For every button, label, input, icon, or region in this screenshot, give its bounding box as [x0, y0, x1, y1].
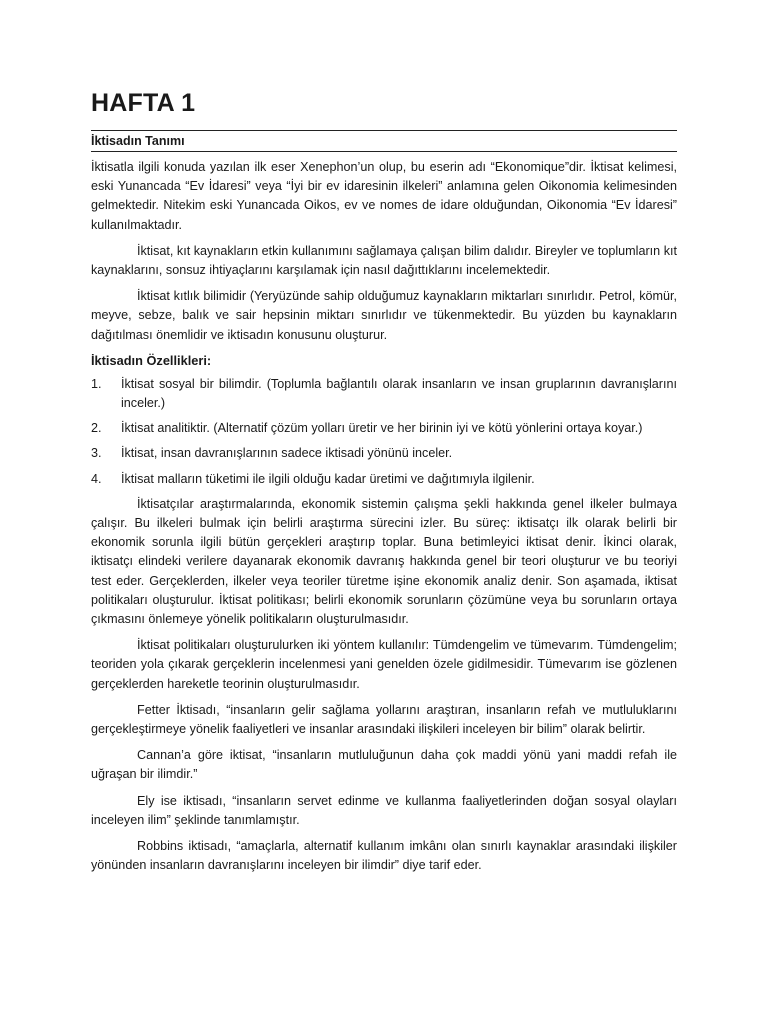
list-item-number: 1.: [91, 376, 102, 391]
body-paragraph-1: İktisatçılar araştırmalarında, ekonomik sistemin çalışma şekli hakkında genel ilkeler bulmaya çalışır. Bu ilkeleri bulmak için belirli araştırma sürecini izler. Bu süreç: iktisatçı ilk olarak belirli bir ekonomik sorunla ilgili bütün gerçekleri araştırıp toplar. Buna betimleyici iktisat denir. İkinci olarak, iktisatçı elindeki verilere dayanarak ekonomik davranış hakkında genel bir teori oluşturur ve bu teoriyi test eder. Gerçeklerden, ilkeler veya teoriler türetme işine ekonomik analiz denir. Son aşamada, iktisat politikaları oluşturulur. İktisat politikası; belirli ekonomik sorunların çözümüne veya bu sorunların ortaya çıkmasını önlemeye yönelik politikaların oluşturulmasıdır.: [91, 496, 677, 627]
list-item-number: 3.: [91, 446, 102, 461]
list-item-text: İktisat sosyal bir bilimdir. (Toplumla bağlantılı olarak insanların ve insan gruplarının davranışlarını inceler.): [121, 376, 677, 411]
section-heading: İktisadın Tanımı: [91, 130, 677, 152]
body-paragraph-6: Robbins iktisadı, “amaçlarla, alternatif kullanım imkânı olan sınırlı kaynaklar arasındaki ilişkiler yönünden insanların davranışlarını inceleyen bir ilimdir” diye tarif eder.: [91, 839, 677, 873]
features-list: [91, 375, 677, 489]
list-item: [91, 375, 677, 413]
intro-paragraph-1: İktisatla ilgili konuda yazılan ilk eser Xenephon’un olup, bu eserin adı “Ekonomique”dir. İktisat kelimesi, eski Yunancada “Ev İdaresi” veya “İyi bir ev idaresinin ilkeleri” anlamına gelen Oikonomia kelimesinden gelmektedir. Nitekim eski Yunancada Oikos, ev ve nomes de idare olduğundan, Oikonomia “Ev İdaresi” kullanılmaktadır.: [91, 160, 677, 232]
body-paragraph-4: Cannan’a göre iktisat, “insanların mutluluğunun daha çok maddi yönü yani maddi refah ile uğraşan bir ilimdir.”: [91, 748, 677, 782]
body-paragraph-2: İktisat politikaları oluşturulurken iki yöntem kullanılır: Tümdengelim ve tümevarım. Tümdengelim; teoriden yola çıkarak gerçeklerin incelenmesi yani genelden özele gidilmesidir. Tümevarım ise gözlenen gerçeklerden hareketle teorinin oluşturulmasıdır.: [91, 638, 677, 691]
document-page: [91, 86, 677, 876]
list-item-text: İktisat analitiktir. (Alternatif çözüm yolları üretir ve her birinin iyi ve kötü yönlerini ortaya koyar.): [121, 421, 643, 436]
body-paragraph-3: Fetter İktisadı, “insanların gelir sağlama yollarını araştıran, insanların refah ve mutluluklarını gerçekleştirmeye yönelik faaliyetleri ve insanlar arasındaki ilişkileri inceleyen bir bilim” olarak belirtir.: [91, 702, 677, 737]
list-item-text: İktisat, insan davranışlarının sadece iktisadi yönünü inceler.: [121, 446, 453, 461]
features-heading: İktisadın Özellikleri:: [91, 352, 212, 368]
body-paragraph-5: Ely ise iktisadı, “insanların servet edinme ve kullanma faaliyetlerinden doğan sosyal olayları inceleyen ilim” şeklinde tanımlamıştır.: [91, 793, 677, 827]
list-item-number: 2.: [91, 421, 102, 436]
intro-paragraph-3: İktisat kıtlık bilimidir (Yeryüzünde sahip olduğumuz kaynakların miktarları sınırlıdır. Petrol, kömür, meyve, sebze, balık ve sair hepsinin miktarı sınırlıdır ve tükenmektedir. Bu yüzden bu kaynakların dağıtılması önemlidir ve iktisadın konusunu oluşturur.: [91, 289, 677, 342]
list-item: [91, 470, 677, 489]
intro-paragraph-2: İktisat, kıt kaynakların etkin kullanımını sağlamaya çalışan bilim dalıdır. Bireyler ve toplumların kıt kaynaklarını, sonsuz ihtiyaçlarını karşılamak için nasıl dağıttıklarını incelemektedir.: [91, 243, 677, 278]
page-title: HAFTA 1: [91, 89, 196, 117]
list-item-number: 4.: [91, 471, 102, 486]
list-item: [91, 419, 677, 438]
list-item-text: İktisat malların tüketimi ile ilgili olduğu kadar üretimi ve dağıtımıyla ilgilenir.: [121, 471, 535, 486]
list-item: [91, 444, 677, 463]
